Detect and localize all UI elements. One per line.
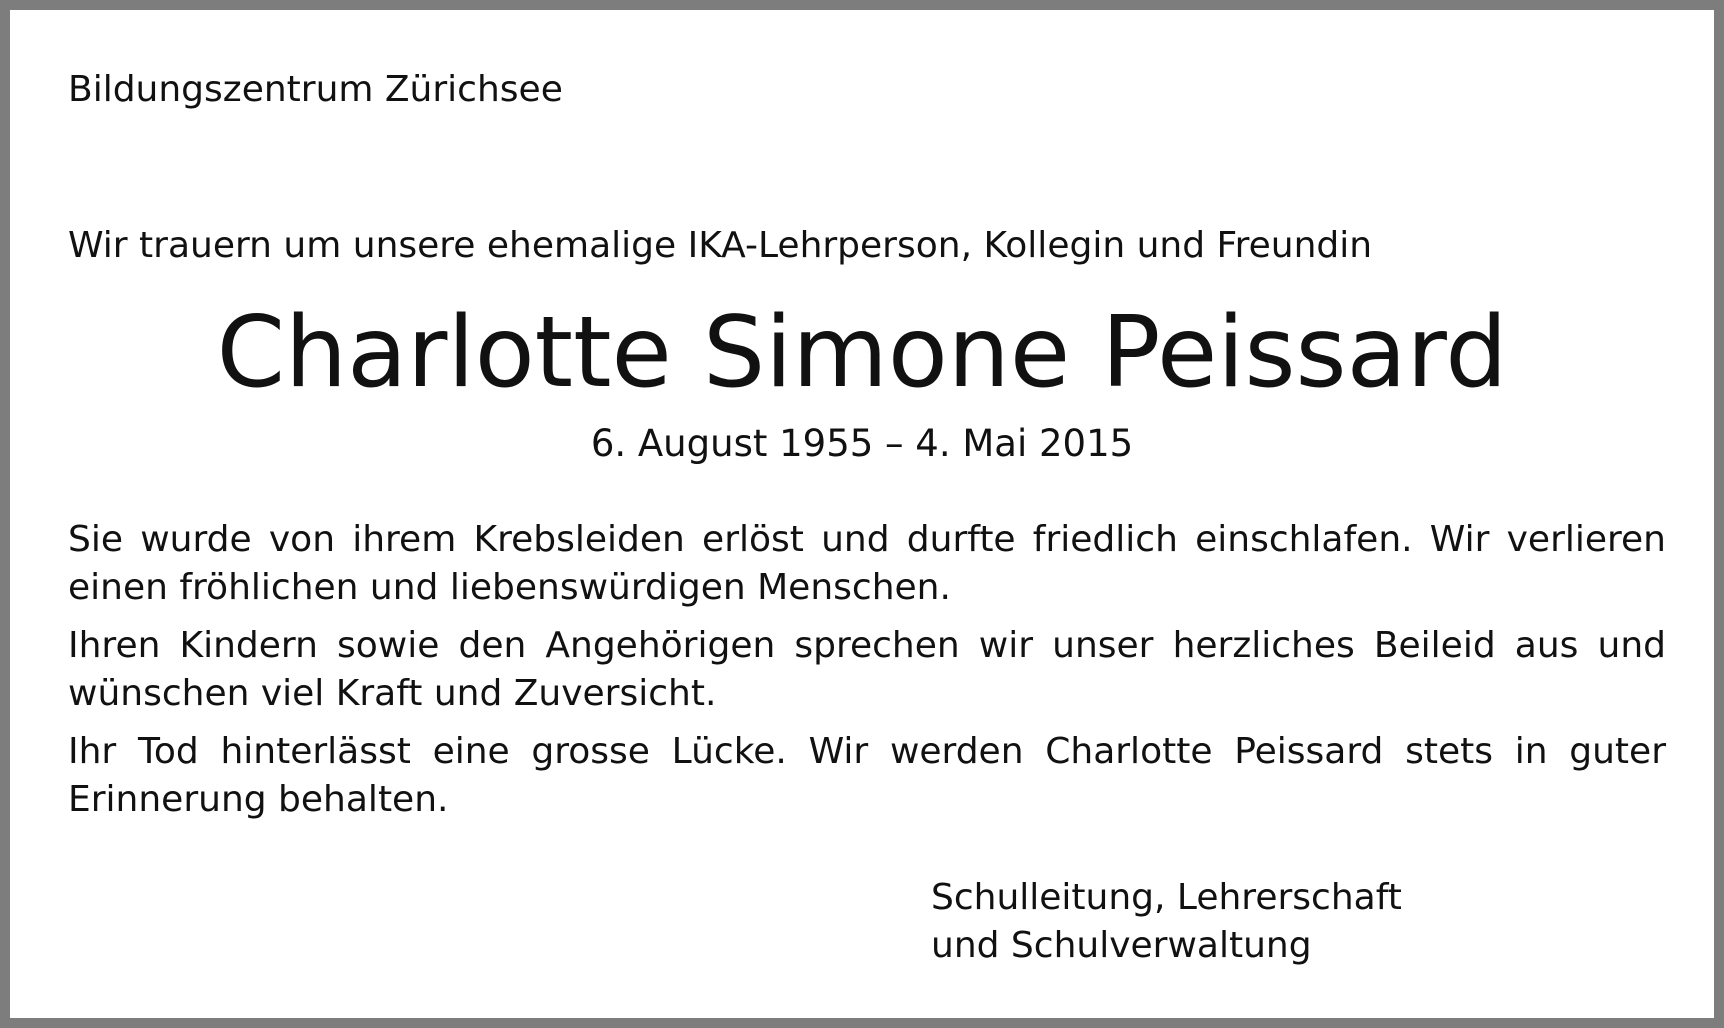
deceased-name: Charlotte Simone Peissard bbox=[216, 296, 1508, 410]
intro-line: Wir trauern um unsere ehemalige IKA-Lehrperson, Kollegin und Freundin bbox=[68, 225, 1373, 266]
signature-line-1: Schulleitung, Lehrerschaft bbox=[931, 877, 1402, 918]
paragraph-2: Ihren Kindern sowie den Angehörigen sprechen wir unser herzliches Beileid aus und wünschen viel Kraft und Zuversicht. bbox=[68, 625, 1666, 714]
paragraph-1: Sie wurde von ihrem Krebsleiden erlöst und durfte friedlich einschlafen. Wir verlieren einen fröhlichen und liebenswürdigen Menschen. bbox=[68, 519, 1666, 608]
organization-name: Bildungszentrum Zürichsee bbox=[68, 69, 563, 110]
life-dates: 6. August 1955 – 4. Mai 2015 bbox=[590, 422, 1134, 465]
notice-body bbox=[68, 516, 1666, 834]
signature-block bbox=[931, 874, 1402, 970]
signature-line-2: und Schulverwaltung bbox=[931, 925, 1312, 966]
paragraph-3: Ihr Tod hinterlässt eine grosse Lücke. Wir werden Charlotte Peissard stets in guter Erinnerung behalten. bbox=[68, 731, 1666, 820]
